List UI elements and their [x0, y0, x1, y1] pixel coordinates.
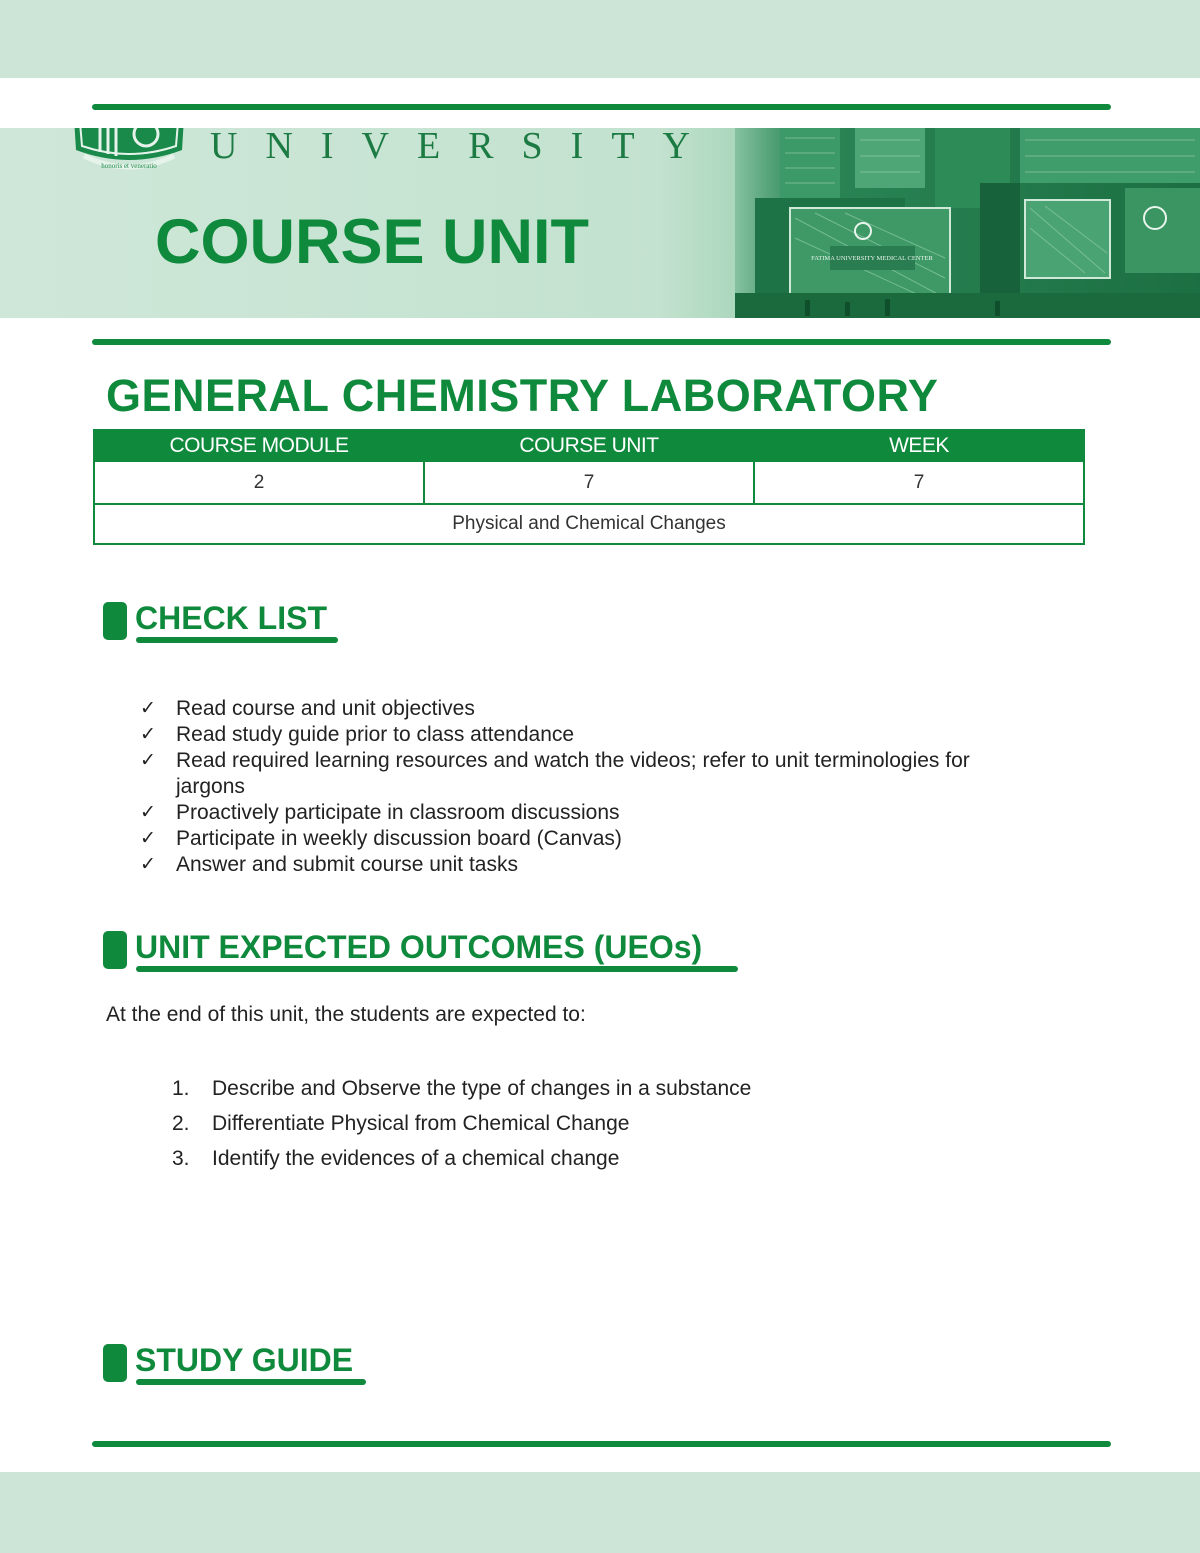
university-seal-logo	[70, 128, 188, 182]
top-band	[0, 0, 1200, 78]
checkmark-icon: ✓	[140, 802, 156, 823]
heading-underline	[136, 1379, 366, 1385]
university-wordmark: UNIVERSITY	[210, 128, 718, 167]
table-header-row	[94, 430, 1084, 461]
header-rule	[92, 104, 1111, 110]
list-item: ✓ Read required learning resources and watch the videos; refer to unit terminologies for jargons	[140, 749, 970, 798]
checkmark-icon: ✓	[140, 724, 156, 745]
checklist-title: CHECK LIST	[135, 600, 327, 636]
value-course-unit: 7	[424, 461, 754, 504]
outcomes-list	[172, 1071, 751, 1176]
checkmark-icon: ✓	[140, 828, 156, 849]
list-item: ✓ Read course and unit objectives	[140, 697, 475, 720]
header-banner	[0, 128, 1200, 318]
svg-text:FATIMA UNIVERSITY MEDICAL CENT: FATIMA UNIVERSITY MEDICAL CENTER	[811, 255, 933, 262]
section-marker-icon	[103, 602, 127, 640]
footer-rule	[92, 1441, 1111, 1447]
checkmark-icon: ✓	[140, 854, 156, 875]
table-topic-row	[94, 504, 1084, 544]
outcomes-intro: At the end of this unit, the students are expected to:	[106, 1003, 586, 1026]
section-marker-icon	[103, 931, 127, 969]
header-week: WEEK	[754, 430, 1084, 461]
title-rule	[92, 339, 1111, 345]
study-guide-title: STUDY GUIDE	[135, 1342, 354, 1378]
outcomes-title: UNIT EXPECTED OUTCOMES (UEOs)	[135, 929, 703, 965]
table-value-row	[94, 461, 1084, 504]
section-marker-icon	[103, 1344, 127, 1382]
unit-topic: Physical and Chemical Changes	[94, 504, 1084, 544]
heading-underline	[136, 966, 738, 972]
value-course-module: 2	[94, 461, 424, 504]
list-item: 3. Identify the evidences of a chemical change	[172, 1147, 620, 1170]
course-title: GENERAL CHEMISTRY LABORATORY	[106, 370, 939, 421]
svg-text:honoris et veneratio: honoris et veneratio	[101, 162, 157, 170]
list-item: 2. Differentiate Physical from Chemical Change	[172, 1112, 630, 1135]
list-item: ✓ Answer and submit course unit tasks	[140, 853, 518, 876]
heading-underline	[136, 637, 338, 643]
list-item: ✓ Read study guide prior to class attendance	[140, 723, 575, 746]
list-item: ✓ Proactively participate in classroom discussions	[140, 801, 620, 824]
list-item: 1. Describe and Observe the type of changes in a substance	[172, 1077, 752, 1100]
value-week: 7	[754, 461, 1084, 504]
header-course-unit: COURSE UNIT	[424, 430, 754, 461]
checklist	[140, 696, 1040, 878]
building-photo	[735, 128, 1200, 318]
bottom-band	[0, 1472, 1200, 1553]
banner-title: COURSE UNIT	[155, 207, 590, 277]
course-info-table	[93, 429, 1085, 545]
list-item: ✓ Participate in weekly discussion board (Canvas)	[140, 827, 622, 850]
header-course-module: COURSE MODULE	[94, 430, 424, 461]
checkmark-icon: ✓	[140, 750, 156, 771]
checkmark-icon: ✓	[140, 698, 156, 719]
